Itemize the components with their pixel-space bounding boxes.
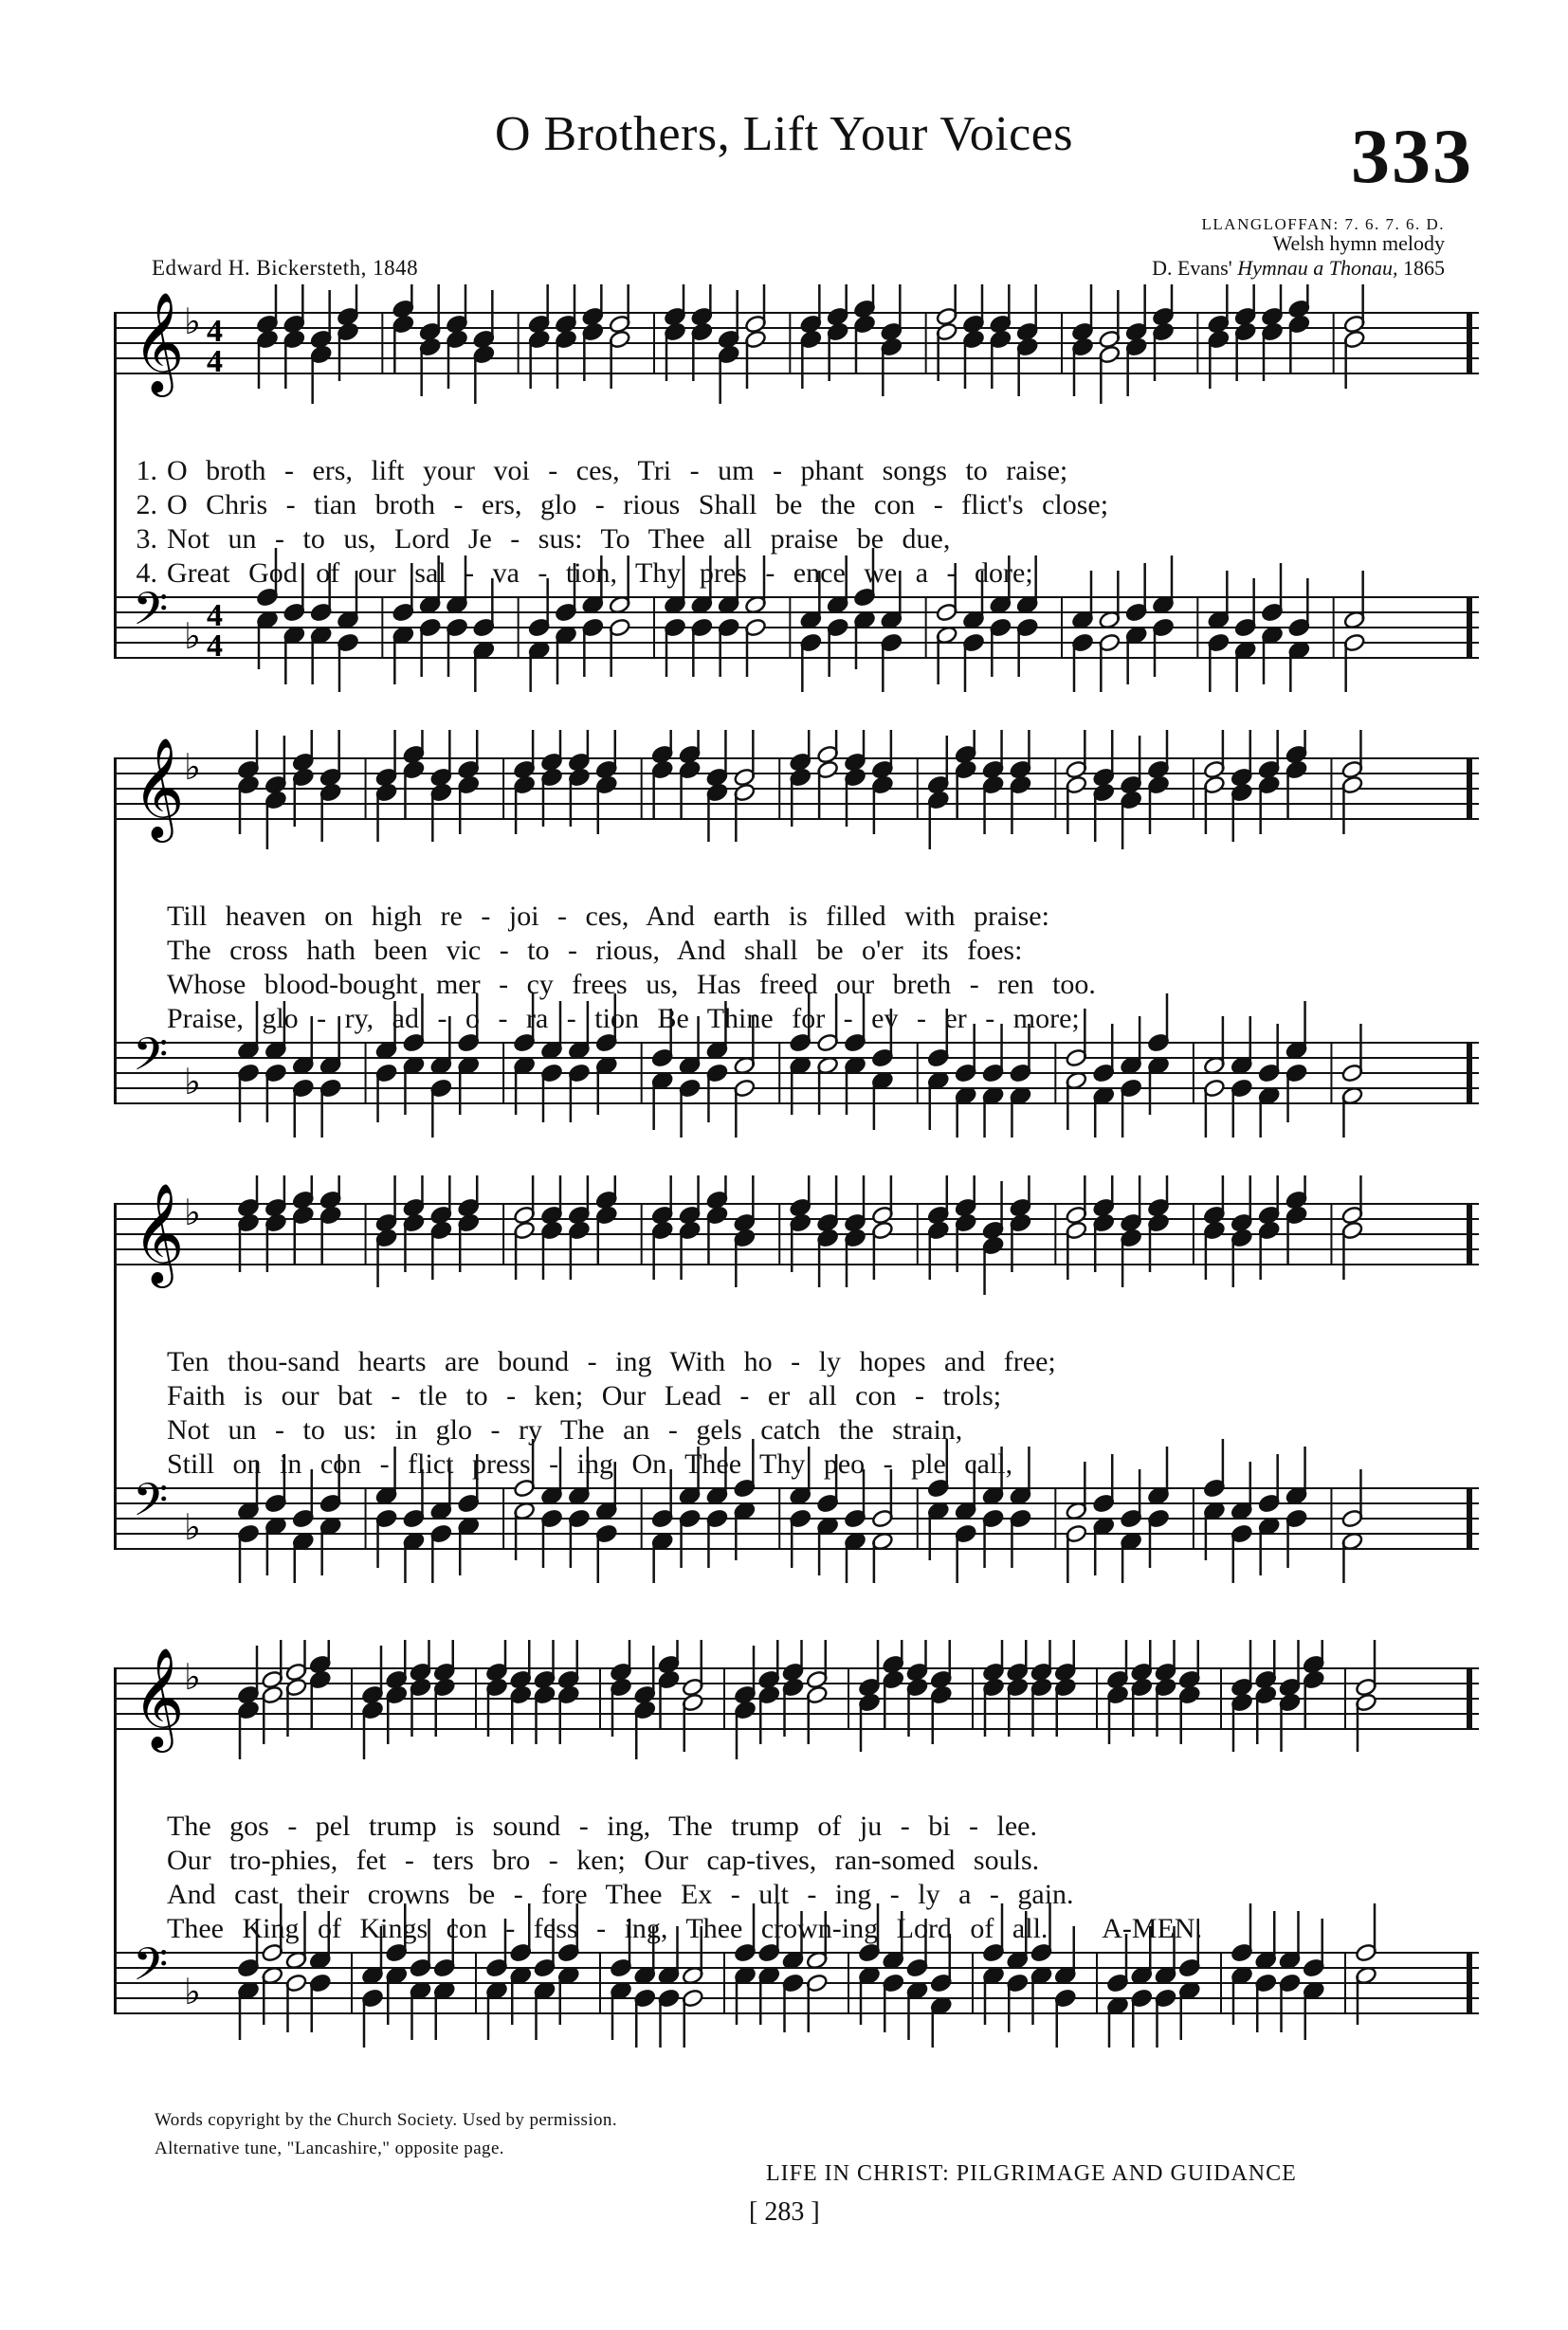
verse-text: Whose blood-bought mer - cy frees us, Has freed our breth - ren too. bbox=[167, 969, 1096, 1000]
flat-sign-icon: ♭ bbox=[184, 1971, 201, 2012]
verse-line bbox=[104, 557, 1469, 590]
verse-text: Faith is our bat - tle to - ken; Our Lead - er all con - trols; bbox=[167, 1380, 1002, 1411]
hymn-title: O Brothers, Lift Your Voices bbox=[494, 107, 1074, 161]
verse-line bbox=[104, 455, 1469, 487]
flat-sign-icon: ♭ bbox=[184, 615, 201, 657]
notes bbox=[237, 1175, 1363, 1583]
verse-line bbox=[104, 935, 1469, 967]
staff-svg bbox=[114, 1640, 1479, 2048]
flat-sign-icon: ♭ bbox=[184, 746, 201, 788]
verse-text: Our tro-phies, fet - ters bro - ken; Our cap-tives, ran-somed souls. bbox=[167, 1845, 1040, 1876]
flat-sign-icon: ♭ bbox=[184, 1061, 201, 1102]
verse-text: Not un - to us, Lord Je - sus: To Thee all praise be due, bbox=[167, 523, 951, 555]
verse-text: Praise, glo - ry, ad - o - ra - tion Be Thine for - ev - er - more; bbox=[167, 1003, 1080, 1034]
music-system bbox=[114, 1640, 1479, 2048]
tune-name: LLANGLOFFAN: 7. 6. 7. 6. D. bbox=[1201, 215, 1445, 233]
music-system bbox=[114, 1175, 1479, 1583]
music-system bbox=[114, 730, 1479, 1138]
verse-line bbox=[104, 1811, 1469, 1843]
verse-number: 2. bbox=[136, 489, 157, 520]
time-signature-icon: 4 bbox=[207, 344, 223, 379]
hymn-number: 333 bbox=[1351, 113, 1473, 199]
copyright-note: Words copyright by the Church Society. Used by permission. bbox=[155, 2110, 617, 2130]
verse-text: Till heaven on high re - joi - ces, And earth is filled with praise: bbox=[167, 901, 1049, 932]
bass-clef-icon: 𝄢 bbox=[133, 582, 169, 646]
verse-text: O Chris - tian broth - ers, glo - rious Shall be the con - flict's close; bbox=[167, 489, 1109, 520]
time-signature-icon: 4 bbox=[207, 628, 223, 664]
verse-text: Not un - to us: in glo - ry The an - gels catch the strain, bbox=[167, 1414, 963, 1446]
verse-text: The cross hath been vic - to - rious, And shall be o'er its foes: bbox=[167, 935, 1023, 966]
treble-clef-icon: 𝄞 bbox=[133, 1647, 185, 1748]
verse-line bbox=[104, 1913, 1469, 1945]
words-author: Edward H. Bickersteth, 1848 bbox=[152, 256, 419, 280]
flat-sign-icon: ♭ bbox=[184, 1656, 201, 1698]
verse-line bbox=[104, 1380, 1469, 1412]
verse-number: 4. bbox=[136, 557, 157, 589]
verse-text: The gos - pel trump is sound - ing, The trump of ju - bi - lee. bbox=[167, 1811, 1037, 1842]
time-signature-icon: 4 bbox=[207, 598, 223, 633]
verse-line bbox=[104, 523, 1469, 555]
staff-svg bbox=[114, 730, 1479, 1138]
verse-number: 3. bbox=[136, 523, 157, 555]
page-number: [ 283 ] bbox=[749, 2197, 820, 2227]
time-signature-icon: 4 bbox=[207, 314, 223, 349]
verse-line bbox=[104, 1879, 1469, 1911]
bass-clef-icon: 𝄢 bbox=[133, 1028, 169, 1092]
verse-text: And cast their crowns be - fore Thee Ex - ult - ing - ly a - gain. bbox=[167, 1879, 1074, 1910]
verse-line bbox=[104, 1448, 1469, 1481]
notes bbox=[237, 730, 1363, 1138]
verse-text: Great God of our sal - va - tion, Thy pres - ence we a - dore; bbox=[167, 557, 1033, 589]
verse-line bbox=[104, 1346, 1469, 1378]
verse-line bbox=[104, 1414, 1469, 1447]
flat-sign-icon: ♭ bbox=[184, 1192, 201, 1233]
verse-line bbox=[104, 901, 1469, 933]
treble-clef-icon: 𝄞 bbox=[133, 1182, 185, 1283]
verse-text: O broth - ers, lift your voi - ces, Tri - um - phant songs to raise; bbox=[167, 455, 1068, 486]
verse-line bbox=[104, 489, 1469, 521]
staff-svg bbox=[114, 284, 1479, 692]
verse-line bbox=[104, 1845, 1469, 1877]
alternative-tune-note: Alternative tune, "Lancashire," opposite page. bbox=[155, 2139, 504, 2158]
flat-sign-icon: ♭ bbox=[184, 1506, 201, 1548]
tune-source: D. Evans' Hymnau a Thonau, 1865 bbox=[1152, 256, 1445, 280]
treble-clef-icon: 𝄞 bbox=[133, 737, 185, 838]
notes bbox=[237, 1640, 1377, 2048]
verse-text: Ten thou-sand hearts are bound - ing With ho - ly hopes and free; bbox=[167, 1346, 1056, 1377]
section-heading: LIFE IN CHRIST: PILGRIMAGE AND GUIDANCE bbox=[766, 2161, 1297, 2186]
staff-svg bbox=[114, 1175, 1479, 1583]
verse-line bbox=[104, 969, 1469, 1001]
bass-clef-icon: 𝄢 bbox=[133, 1473, 169, 1538]
music-system bbox=[114, 284, 1479, 692]
treble-clef-icon: 𝄞 bbox=[133, 291, 185, 392]
tune-origin: Welsh hymn melody bbox=[1272, 231, 1445, 255]
bass-staff bbox=[114, 1473, 1479, 1549]
verse-text: Thee King of Kings con - fess - ing, Thee crown-ing Lord of all. A-MEN. bbox=[167, 1913, 1203, 1944]
bass-clef-icon: 𝄢 bbox=[133, 1938, 169, 2002]
verse-line bbox=[104, 1003, 1469, 1035]
verse-text: Still on in con - flict press - ing On Thee Thy peo - ple call, bbox=[167, 1448, 1013, 1480]
bass-staff bbox=[114, 582, 1479, 664]
notes bbox=[256, 284, 1366, 692]
verse-number: 1. bbox=[136, 455, 157, 486]
flat-sign-icon: ♭ bbox=[184, 300, 201, 342]
